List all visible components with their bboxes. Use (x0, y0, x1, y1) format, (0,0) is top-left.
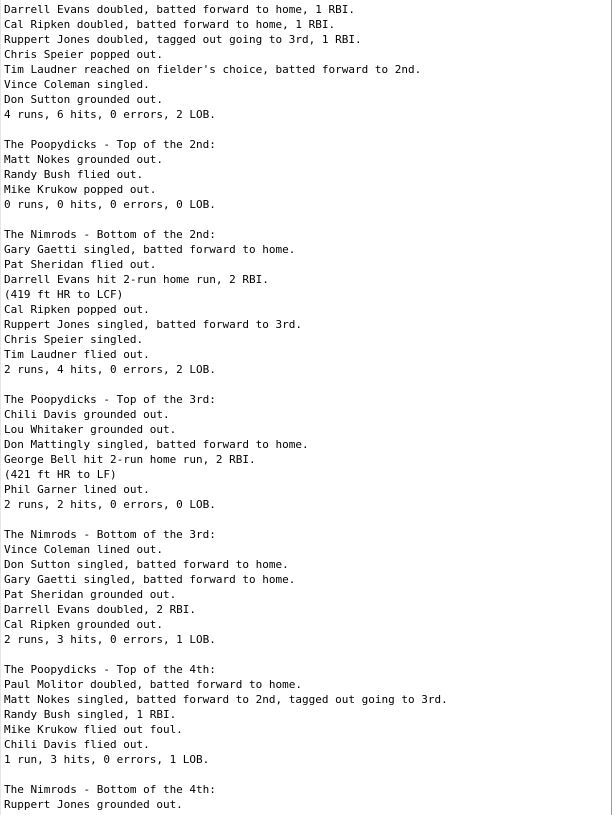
play-line: Ruppert Jones grounded out. (4, 798, 183, 811)
play-line: Gary Gaetti singled, batted forward to home. (4, 243, 296, 256)
inning-summary: 0 runs, 0 hits, 0 errors, 0 LOB. (4, 198, 216, 211)
play-line: Matt Nokes singled, batted forward to 2nd, tagged out going to 3rd. (4, 693, 448, 706)
inning-header: The Nimrods - Bottom of the 3rd: (4, 528, 216, 541)
play-line: Tim Laudner flied out. (4, 348, 150, 361)
blank-line (4, 512, 448, 527)
play-line: Chili Davis flied out. (4, 738, 150, 751)
inning-header: The Poopydicks - Top of the 2nd: (4, 138, 216, 151)
inning-summary: 2 runs, 3 hits, 0 errors, 1 LOB. (4, 633, 216, 646)
play-line: Ruppert Jones doubled, tagged out going to 3rd, 1 RBI. (4, 33, 362, 46)
blank-line (4, 647, 448, 662)
play-line: Darrell Evans hit 2-run home run, 2 RBI. (4, 273, 269, 286)
play-line: Tim Laudner reached on fielder's choice, batted forward to 2nd. (4, 63, 422, 76)
play-line: Darrell Evans doubled, 2 RBI. (4, 603, 197, 616)
play-line: Darrell Evans doubled, batted forward to home, 1 RBI. (4, 3, 355, 16)
inning-summary: 2 runs, 4 hits, 0 errors, 2 LOB. (4, 363, 216, 376)
play-line: Gary Gaetti singled, batted forward to home. (4, 573, 296, 586)
play-line: (421 ft HR to LF) (4, 468, 117, 481)
play-line: Randy Bush singled, 1 RBI. (4, 708, 177, 721)
play-line: Matt Nokes grounded out. (4, 153, 163, 166)
blank-line (4, 767, 448, 782)
play-line: Vince Coleman lined out. (4, 543, 163, 556)
play-line: Mike Krukow popped out. (4, 183, 157, 196)
inning-summary: 2 runs, 2 hits, 0 errors, 0 LOB. (4, 498, 216, 511)
inning-header: The Nimrods - Bottom of the 4th: (4, 783, 216, 796)
play-line: Randy Bush flied out. (4, 168, 144, 181)
blank-line (4, 122, 448, 137)
play-line: Lou Whitaker grounded out. (4, 423, 177, 436)
play-line: Cal Ripken grounded out. (4, 618, 163, 631)
play-line: Pat Sheridan grounded out. (4, 588, 177, 601)
play-line: Pat Sheridan flied out. (4, 258, 157, 271)
play-line: George Bell hit 2-run home run, 2 RBI. (4, 453, 256, 466)
play-line: Chris Speier singled. (4, 333, 144, 346)
inning-header: The Poopydicks - Top of the 3rd: (4, 393, 216, 406)
play-line: Vince Coleman singled. (4, 78, 150, 91)
play-line: Cal Ripken doubled, batted forward to home, 1 RBI. (4, 18, 336, 31)
play-line: (419 ft HR to LCF) (4, 288, 124, 301)
play-line: Phil Garner lined out. (4, 483, 150, 496)
inning-summary: 4 runs, 6 hits, 0 errors, 2 LOB. (4, 108, 216, 121)
play-line: Chris Speier popped out. (4, 48, 163, 61)
game-play-log (4, 2, 448, 812)
inning-summary: 1 run, 3 hits, 0 errors, 1 LOB. (4, 753, 210, 766)
inning-header: The Nimrods - Bottom of the 2nd: (4, 228, 216, 241)
blank-line (4, 212, 448, 227)
play-line: Mike Krukow flied out foul. (4, 723, 183, 736)
inning-header: The Poopydicks - Top of the 4th: (4, 663, 216, 676)
play-line: Cal Ripken popped out. (4, 303, 150, 316)
play-line: Ruppert Jones singled, batted forward to 3rd. (4, 318, 303, 331)
play-line: Chili Davis grounded out. (4, 408, 170, 421)
play-line: Don Mattingly singled, batted forward to home. (4, 438, 309, 451)
play-line: Don Sutton singled, batted forward to home. (4, 558, 289, 571)
play-line: Don Sutton grounded out. (4, 93, 163, 106)
blank-line (4, 377, 448, 392)
play-line: Paul Molitor doubled, batted forward to home. (4, 678, 303, 691)
